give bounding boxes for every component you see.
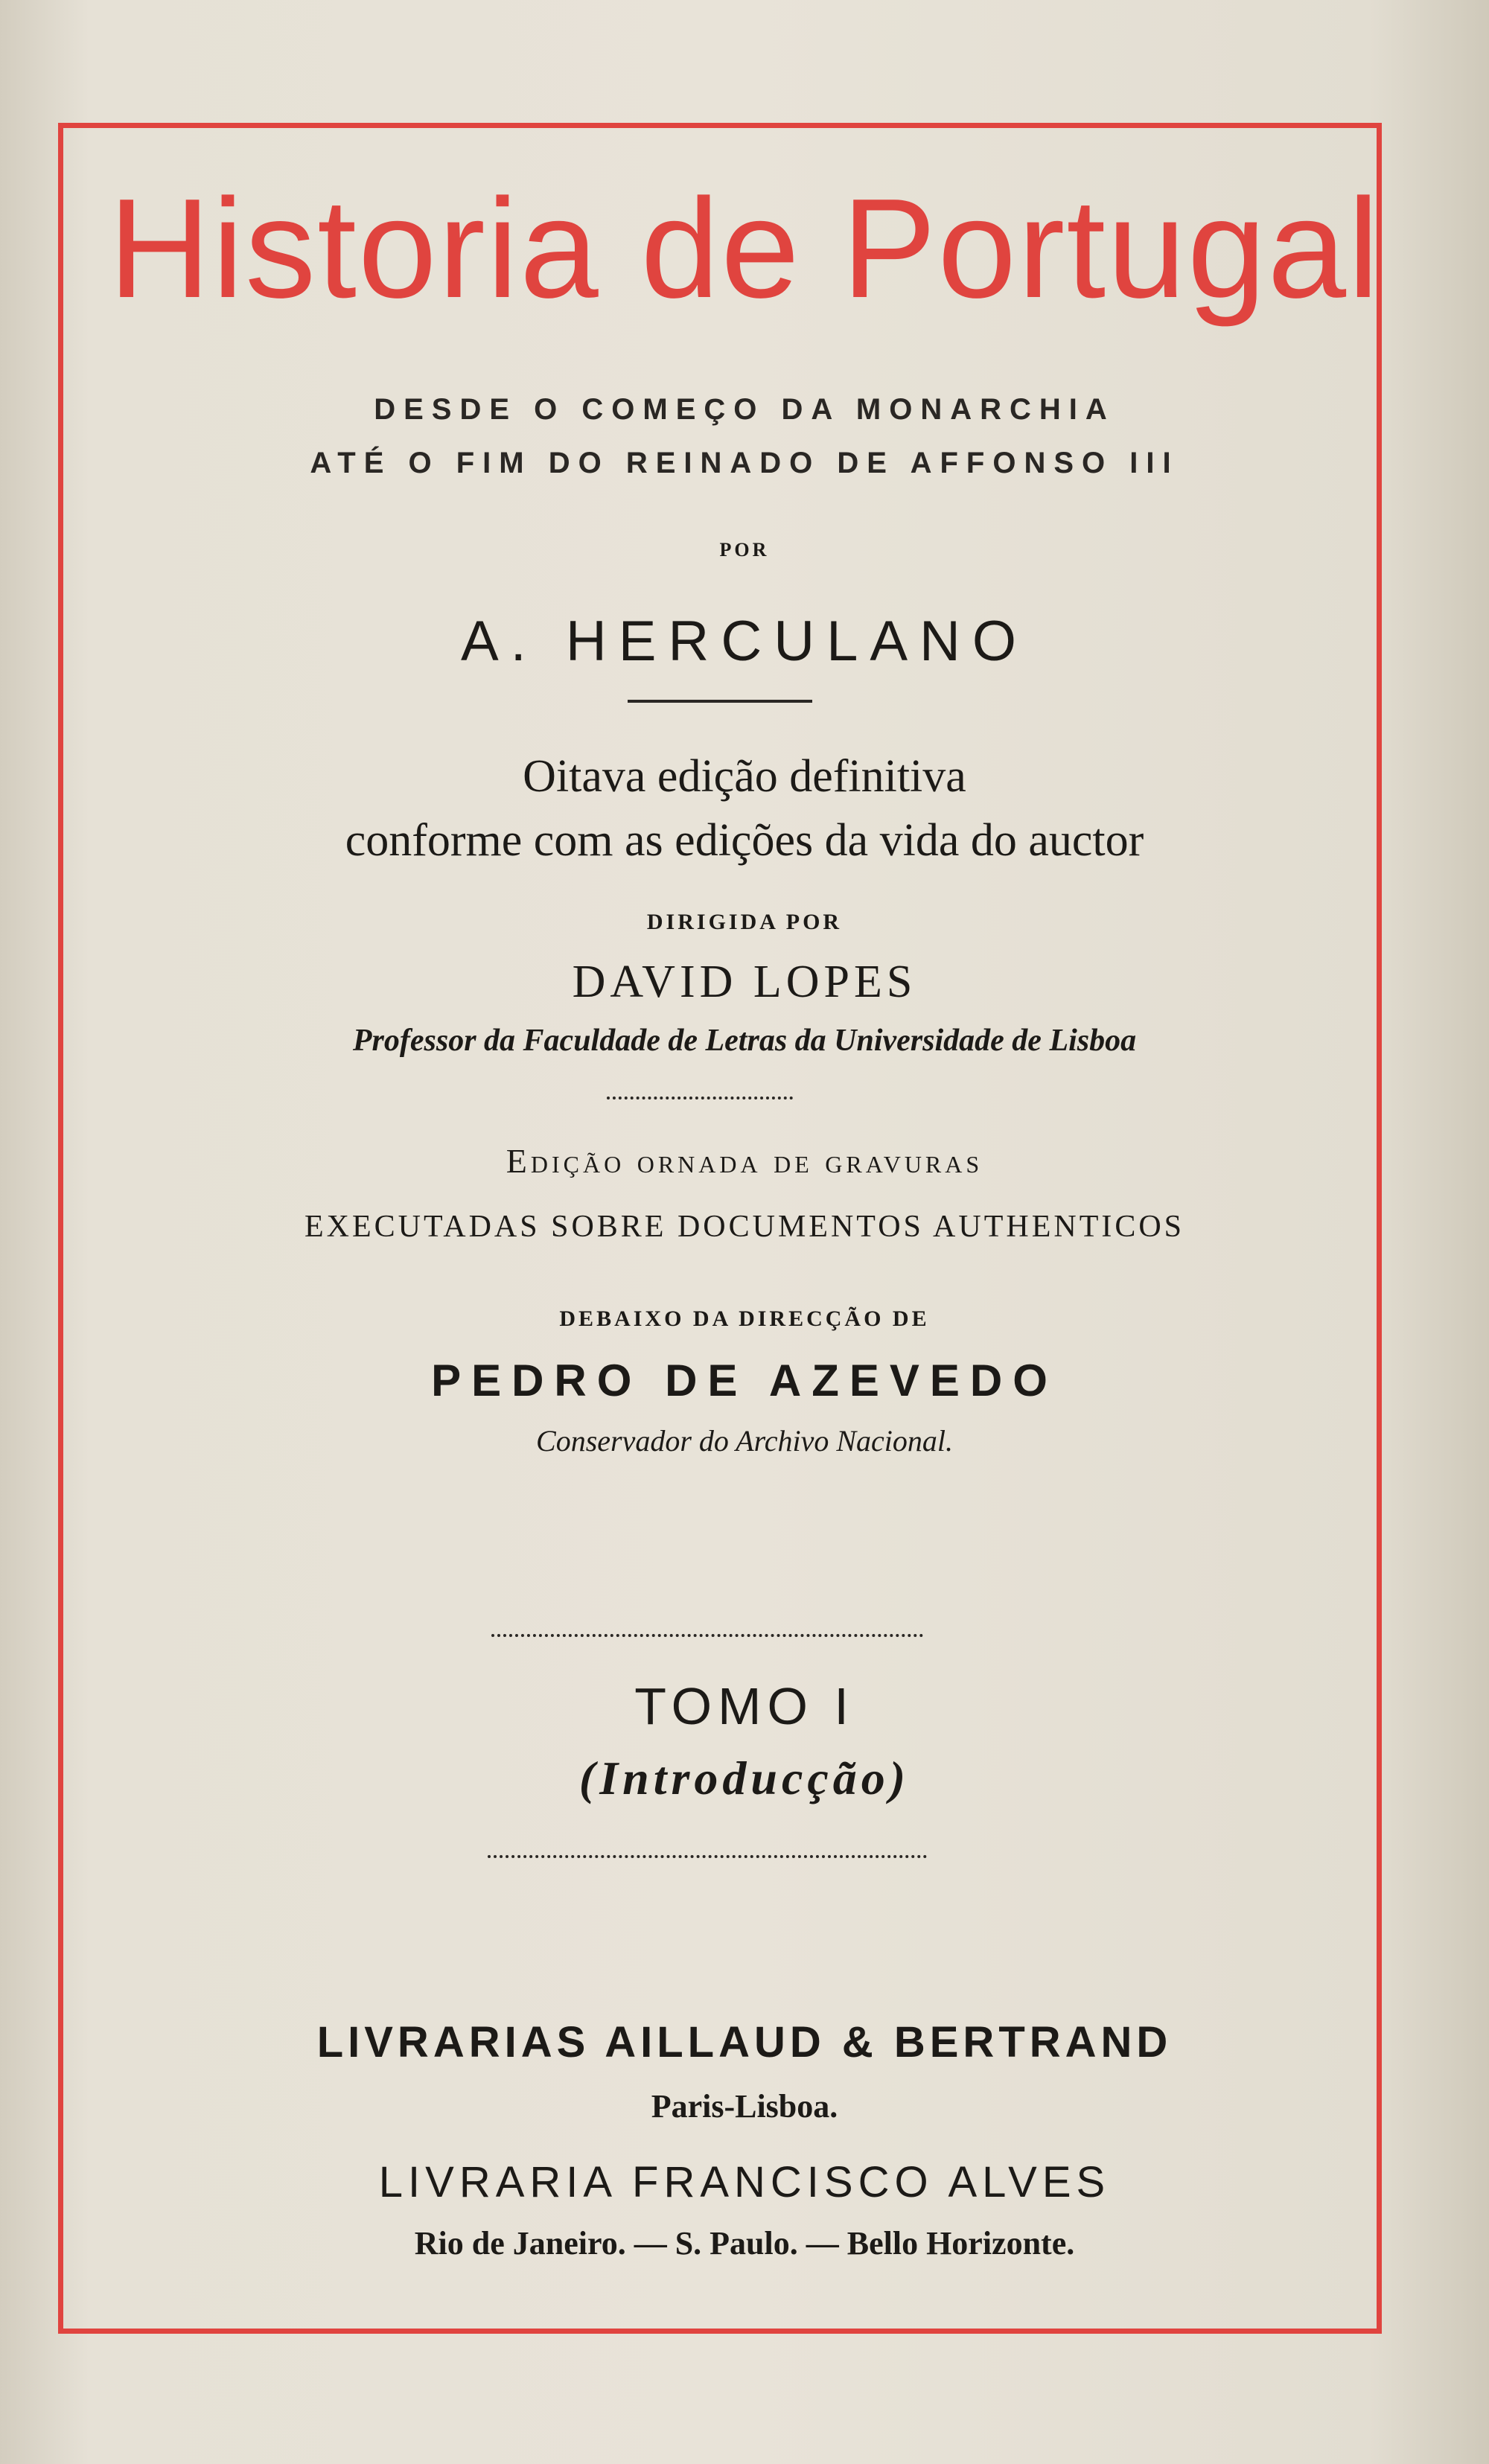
volume-subtitle: (Introducção) [578,1752,911,1804]
publisher-1-city: Paris-Lisboa. [651,2088,838,2125]
divider-rule-4 [488,1855,927,1858]
director-title: Conservador do Archivo Nacional. [536,1424,953,1458]
subtitle-line-1: DESDE O COMEÇO DA MONARCHIA [374,393,1115,426]
subtitle-line-2: ATÉ O FIM DO REINADO DE AFFONSO III [310,447,1179,479]
by-label: POR [719,539,770,561]
editor-title: Professor da Faculdade de Letras da Universidade de Lisboa [352,1024,1137,1058]
illustration-line-1: Edição ornada de gravuras [506,1142,983,1180]
editor-name: DAVID LOPES [572,957,917,1007]
book-title: Historia de Portugal [108,170,1381,328]
edition-line-2: conforme com as edições da vida do auctor [345,815,1144,866]
author-name: A. HERCULANO [460,610,1029,673]
directed-by-label: DIRIGIDA POR [646,910,843,934]
publisher-2: LIVRARIA FRANCISCO ALVES [378,2158,1111,2206]
divider-rule-2 [607,1097,793,1099]
director-name: PEDRO DE AZEVEDO [431,1356,1058,1405]
divider-rule-3 [491,1634,923,1637]
divider-rule-1 [628,700,812,703]
illustration-line-2: EXECUTADAS SOBRE DOCUMENTOS AUTHENTICOS [304,1210,1185,1244]
under-direction-label: DEBAIXO DA DIRECÇÃO DE [559,1306,930,1331]
publisher-1: LIVRARIAS AILLAUD & BERTRAND [316,2018,1173,2066]
volume-label: TOMO I [634,1677,855,1735]
edition-line-1: Oitava edição definitiva [523,751,966,802]
publisher-2-cities: Rio de Janeiro. — S. Paulo. — Bello Horizonte. [414,2225,1075,2262]
